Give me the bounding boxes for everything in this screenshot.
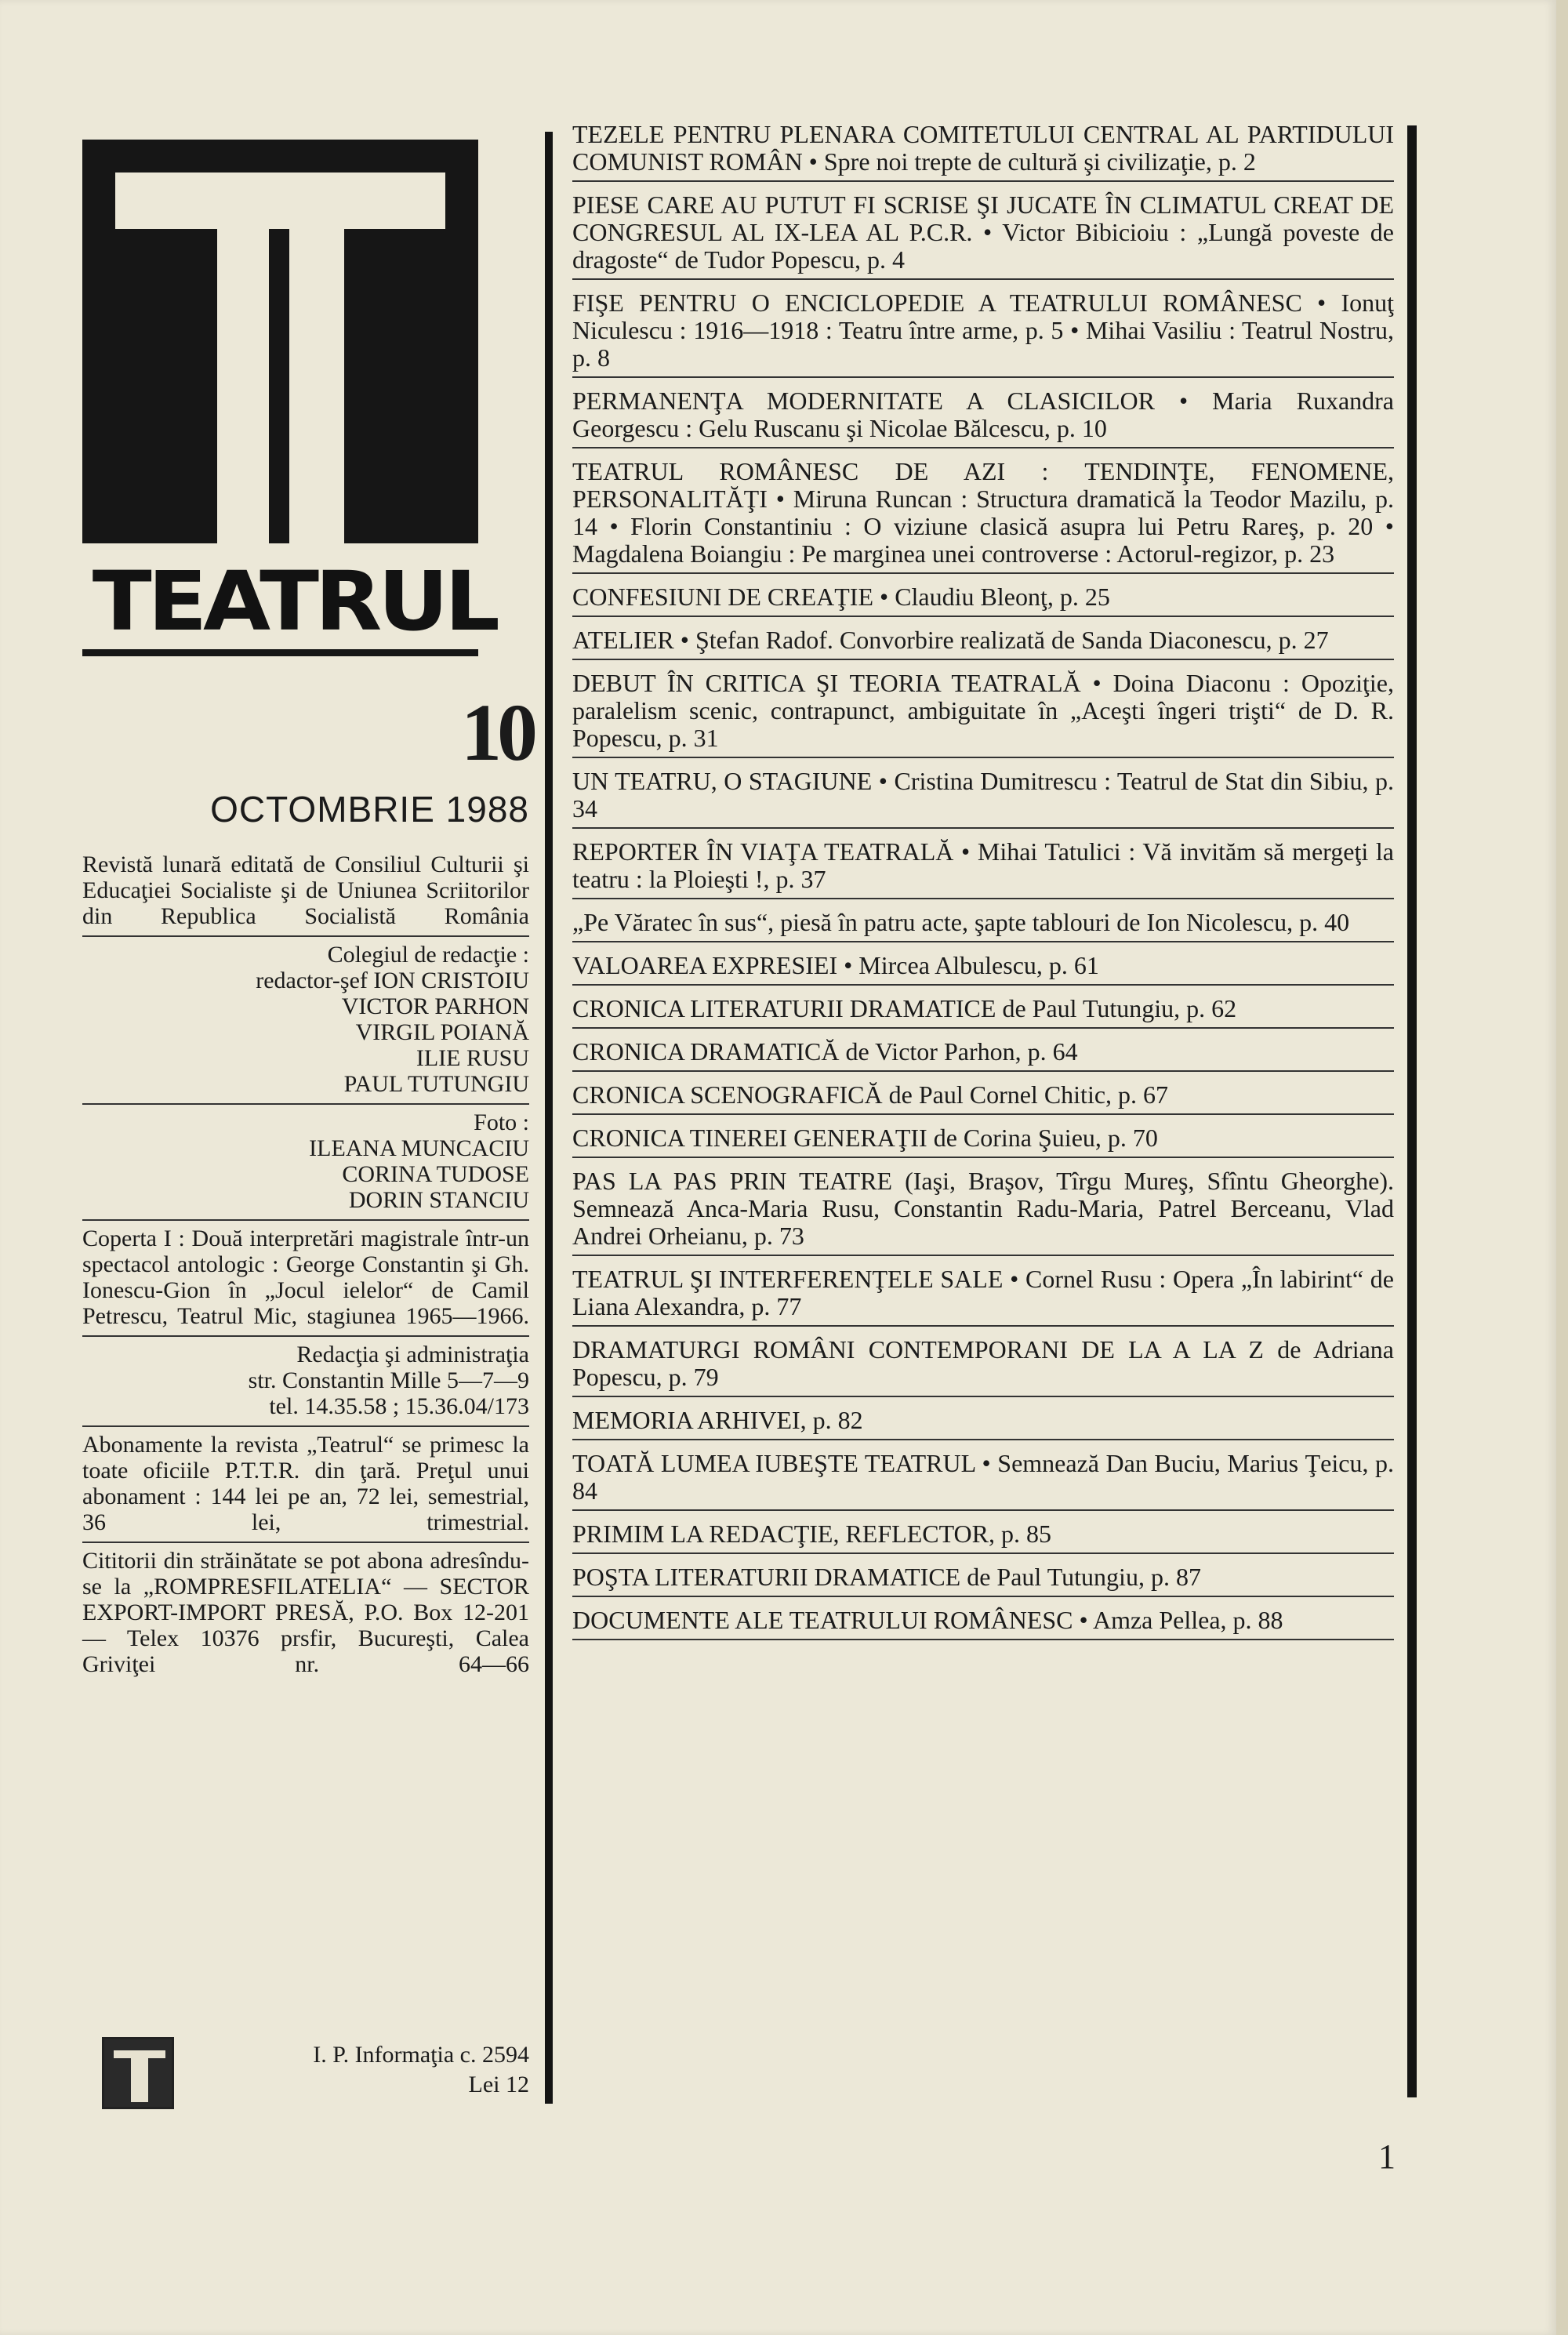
editorial-board-label: Colegiul de redacţie : [327,942,529,968]
page-edge [1556,0,1568,2335]
page-number: 1 [1378,2137,1396,2176]
address-phone: tel. 14.35.58 ; 15.36.04/173 [269,1393,529,1419]
logo-t-stem-line [269,229,289,543]
price: Lei 12 [468,2072,529,2097]
photographer: ILEANA MUNCACIU [309,1135,529,1161]
toc-entry: TEATRUL ŞI INTERFERENŢELE SALE • Cornel Rusu : Opera „În labirint“ de Liana Alexandra, p. 77 [572,1264,1394,1327]
teatrul-logo-icon [82,140,478,543]
photo-credits [82,1105,529,1221]
toc-entry: CRONICA DRAMATICĂ de Victor Parhon, p. 64 [572,1037,1394,1072]
photographer: DORIN STANCIU [348,1187,529,1213]
issue-date: OCTOMBRIE 1988 [210,789,529,830]
printer-text [188,2040,529,2100]
toc-entry: PERMANENŢA MODERNITATE A CLASICILOR • Maria Ruxandra Georgescu : Gelu Ruscanu şi Nicolae Bălcescu, p. 10 [572,386,1394,448]
address-title: Redacţia şi administraţia [296,1342,529,1367]
photographer: CORINA TUDOSE [342,1161,529,1187]
toc-entry: PAS LA PAS PRIN TEATRE (Iaşi, Braşov, Tîrgu Mureş, Sfîntu Gheorghe). Semnează Anca-Maria Rusu, Constantin Radu-Maria, Patrel Berceanu, Vlad Andrei Orheianu, p. 73 [572,1166,1394,1256]
toc-entry: „Pe Văratec în sus“, piesă în patru acte, şapte tablouri de Ion Nicolescu, p. 40 [572,907,1394,942]
toc-entry: PRIMIM LA REDACŢIE, REFLECTOR, p. 85 [572,1519,1394,1554]
colophon [82,847,529,1683]
toc-entry: UN TEATRU, O STAGIUNE • Cristina Dumitrescu : Teatrul de Stat din Sibiu, p. 34 [572,766,1394,829]
board-member: ILIE RUSU [416,1045,529,1071]
toc-entry: FIŞE PENTRU O ENCICLOPEDIE A TEATRULUI ROMÂNESC • Ionuţ Niculescu : 1916—1918 : Teatru între arme, p. 5 • Mihai Vasiliu : Teatrul Nostru, p. 8 [572,288,1394,378]
toc-entry: ATELIER • Ştefan Radof. Convorbire realizată de Sanda Diaconescu, p. 27 [572,625,1394,660]
toc-entry: CONFESIUNI DE CREAŢIE • Claudiu Bleonţ, p. 25 [572,582,1394,617]
editorial-address [82,1337,529,1427]
magazine-description: Revistă lunară editată de Consiliul Culturii şi Educaţiei Socialiste şi de Uniunea Scriitorilor din Republica Socialistă România [82,847,529,937]
editorial-board [82,937,529,1105]
address-street: str. Constantin Mille 5—7—9 [248,1367,529,1393]
issue-number: 10 [461,688,533,778]
board-member: VICTOR PARHON [341,993,529,1019]
toc-entry: DOCUMENTE ALE TEATRULUI ROMÂNESC • Amza Pellea, p. 88 [572,1605,1394,1640]
toc-entry: DEBUT ÎN CRITICA ŞI TEORIA TEATRALĂ • Doina Diaconu : Opoziţie, paralelism scenic, contrapunct, ambiguitate în „Aceşti îngeri trişti“ de D. R. Popescu, p. 31 [572,668,1394,758]
logo-rule [82,649,478,656]
printer-info [102,2037,529,2109]
logo-t-bar [115,172,445,229]
board-member: VIRGIL POIANĂ [355,1019,529,1045]
magazine-title: TEATRUL [92,554,496,649]
cover-caption: Coperta I : Două interpretări magistrale într-un spectacol antologic : George Constantin şi Gh. Ionescu-Gion în „Jocul ielelor“ de Camil Petrescu, Teatrul Mic, stagiunea 1965—1966. [82,1221,529,1337]
foreign-readers-info: Cititorii din străinătate se pot abona adresîndu-se la „ROMPRESFILATELIA“ — SECTOR EXPORT-IMPORT PRESĂ, P.O. Box 12-201 — Telex 10376 prsfir, Bucureşti, Calea Griviţei nr. 64—66 [82,1548,529,1677]
photo-label: Foto : [474,1109,529,1135]
board-member: PAUL TUTUNGIU [343,1071,529,1097]
toc-entry: POŞTA LITERATURII DRAMATICE de Paul Tutungiu, p. 87 [572,1562,1394,1597]
toc-entry: MEMORIA ARHIVEI, p. 82 [572,1405,1394,1440]
toc-entry: REPORTER ÎN VIAŢA TEATRALĂ • Mihai Tatulici : Vă invităm să mergeţi la teatru : la Ploieşti !, p. 37 [572,837,1394,899]
printer-logo-mark [114,2050,165,2058]
toc-entry: TOATĂ LUMEA IUBEŞTE TEATRUL • Semnează Dan Buciu, Marius Ţeicu, p. 84 [572,1448,1394,1511]
column-divider-right [1407,125,1417,2097]
toc-entry: VALOAREA EXPRESIEI • Mircea Albulescu, p. 61 [572,950,1394,986]
column-divider-left [545,132,553,2104]
printer-logo-icon [102,2037,174,2109]
toc-entry: CRONICA TINEREI GENERAŢII de Corina Şuieu, p. 70 [572,1123,1394,1158]
toc-entry: PIESE CARE AU PUTUT FI SCRISE ŞI JUCATE ÎN CLIMATUL CREAT DE CONGRESUL AL IX-LEA AL P.C.R. • Victor Bibicioiu : „Lungă poveste de dragoste“ de Tudor Popescu, p. 4 [572,190,1394,280]
toc-entry: TEZELE PENTRU PLENARA COMITETULUI CENTRAL AL PARTIDULUI COMUNIST ROMÂN • Spre noi trepte de cultură şi civilizaţie, p. 2 [572,119,1394,182]
editor-in-chief: redactor-şef ION CRISTOIU [256,968,529,993]
toc-entry: TEATRUL ROMÂNESC DE AZI : TENDINŢE, FENOMENE, PERSONALITĂŢI • Miruna Runcan : Structura dramatică la Teodor Mazilu, p. 14 • Florin Constantiniu : O viziune clasică asupra lui Petru Rareş, p. 20 • Magdalena Boiangiu : Pe marginea unei controverse : Actorul-regizor, p. 23 [572,456,1394,574]
toc-entry: DRAMATURGI ROMÂNI CONTEMPORANI DE LA A LA Z de Adriana Popescu, p. 79 [572,1335,1394,1397]
subscriptions-info: Abonamente la revista „Teatrul“ se primesc la toate oficiile P.T.T.R. din ţară. Preţul unui abonament : 144 lei pe an, 72 lei, semestrial, 36 lei, trimestrial. [82,1427,529,1543]
toc-entry: CRONICA LITERATURII DRAMATICE de Paul Tutungiu, p. 62 [572,993,1394,1029]
printer-logo-mark [131,2058,148,2102]
printer-name: I. P. Informaţia c. 2594 [313,2042,529,2068]
table-of-contents [572,119,1394,1648]
toc-entry: CRONICA SCENOGRAFICĂ de Paul Cornel Chitic, p. 67 [572,1080,1394,1115]
